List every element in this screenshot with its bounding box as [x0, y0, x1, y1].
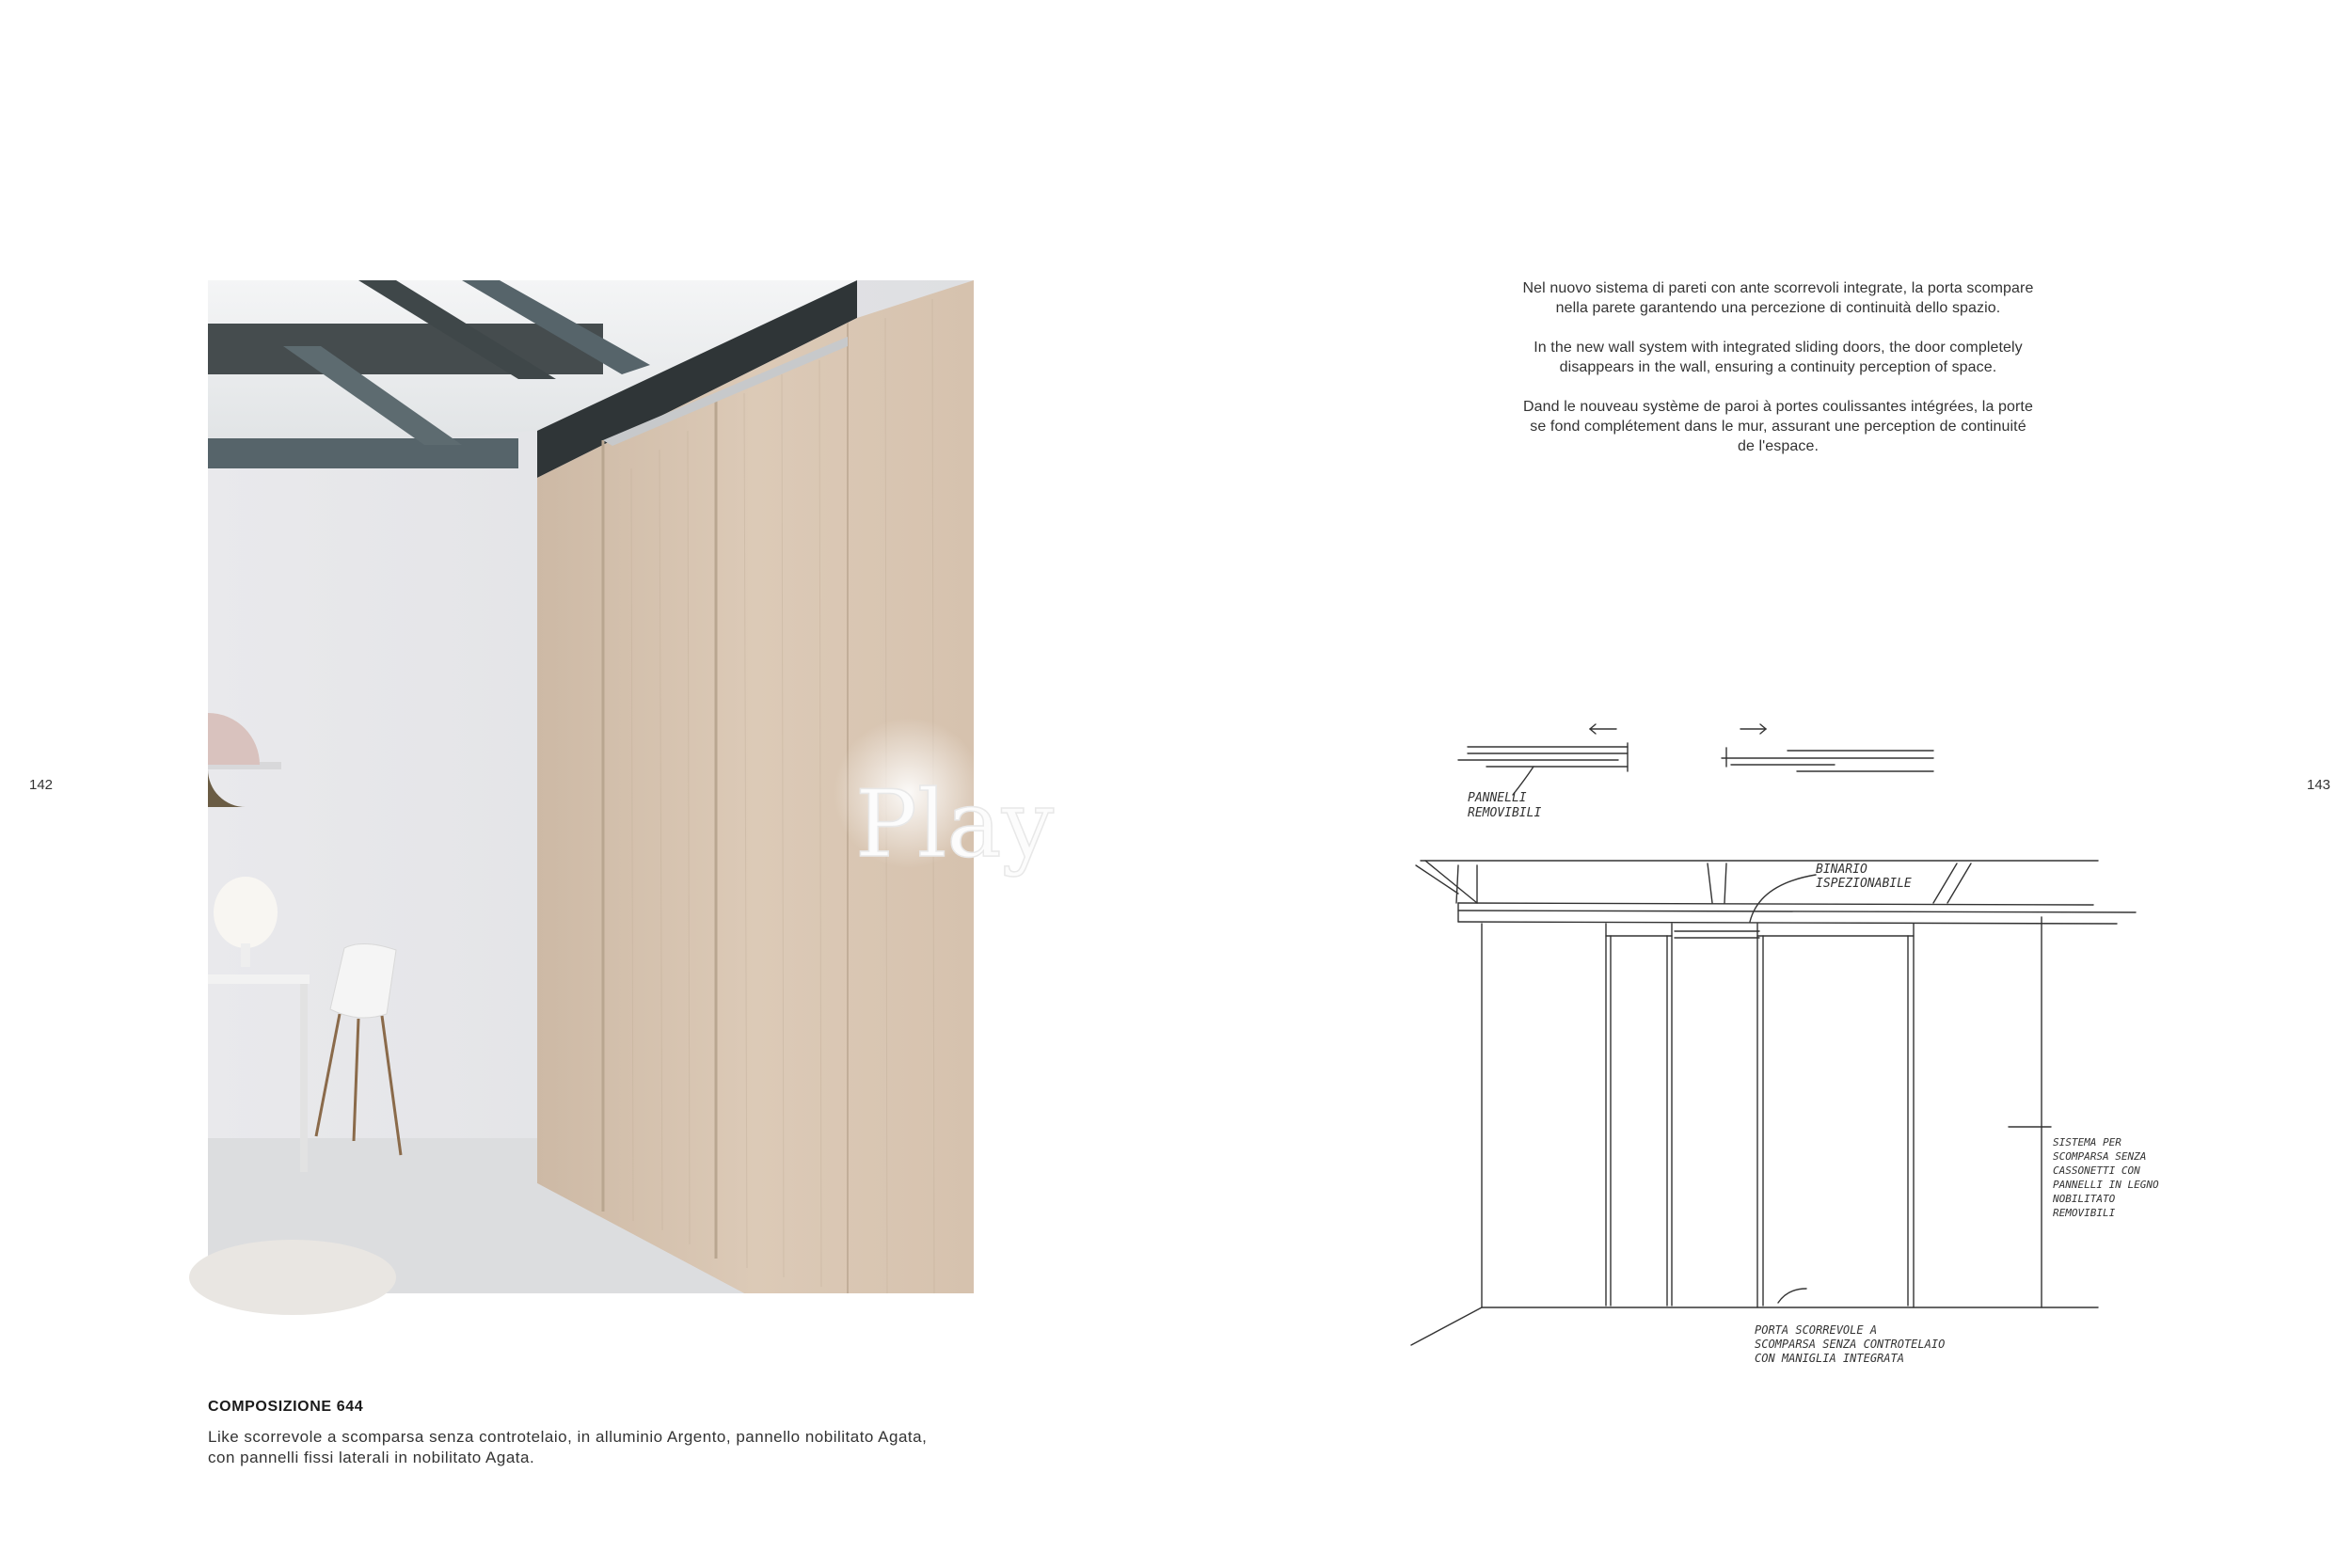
- intro-it-line-1: Nel nuovo sistema di pareti con ante scorrevoli integrate, la porta scompare: [1522, 280, 2034, 296]
- sketch-label-sistema-6: REMOVIBILI: [2053, 1207, 2116, 1219]
- intro-english: [1472, 338, 2084, 377]
- caption-line-1: Like scorrevole a scomparsa senza controtelaio, in alluminio Argento, pannello nobilitato Agata,: [208, 1428, 928, 1446]
- sketch-label-pannelli-2: REMOVIBILI: [1468, 806, 1542, 820]
- intro-en-line-1: In the new wall system with integrated sliding doors, the door completely: [1534, 340, 2023, 356]
- sketch-label-binario-2: ISPEZIONABILE: [1816, 877, 1912, 891]
- sketch-label-sistema-2: SCOMPARSA SENZA: [2053, 1150, 2147, 1163]
- neon-sign-text: Play: [855, 771, 1055, 879]
- intro-en-line-2: disappears in the wall, ensuring a continuity perception of space.: [1559, 359, 1997, 375]
- intro-fr-line-1: Dand le nouveau système de paroi à portes coulissantes intégrées, la porte: [1523, 399, 2033, 415]
- intro-french: [1472, 397, 2084, 456]
- sketch-label-binario-1: BINARIO: [1816, 863, 1867, 877]
- sketch-label-pannelli-1: PANNELLI: [1468, 791, 1527, 805]
- intro-text: [1472, 278, 2084, 476]
- sketch-label-porta-2: SCOMPARSA SENZA CONTROTELAIO: [1755, 1338, 1946, 1351]
- technical-sketch: [1402, 724, 2192, 1383]
- interior-photo: [208, 280, 1055, 1293]
- sketch-label-sistema-1: SISTEMA PER: [2053, 1136, 2122, 1148]
- sketch-label-sistema-3: CASSONETTI CON: [2053, 1164, 2140, 1177]
- sketch-label-sistema-5: NOBILITATO: [2053, 1193, 2116, 1205]
- page-number-right: 143: [2307, 777, 2331, 793]
- intro-fr-line-2: se fond complétement dans le mur, assurant une perception de continuité: [1530, 419, 2026, 435]
- composition-description: [208, 1427, 979, 1468]
- composition-title: COMPOSIZIONE 644: [208, 1399, 364, 1415]
- intro-it-line-2: nella parete garantendo una percezione di continuità dello spazio.: [1555, 300, 2001, 316]
- intro-italian: [1472, 278, 2084, 318]
- page-number-left: 142: [29, 777, 54, 793]
- sketch-label-porta-3: CON MANIGLIA INTEGRATA: [1755, 1352, 1904, 1365]
- sketch-label-porta-1: PORTA SCORREVOLE A: [1755, 1323, 1878, 1337]
- photo-caption: [208, 1399, 979, 1468]
- intro-fr-line-3: de l'espace.: [1737, 438, 1820, 454]
- caption-line-2: con pannelli fissi laterali in nobilitato Agata.: [208, 1449, 535, 1466]
- sketch-label-sistema-4: PANNELLI IN LEGNO: [2053, 1179, 2159, 1191]
